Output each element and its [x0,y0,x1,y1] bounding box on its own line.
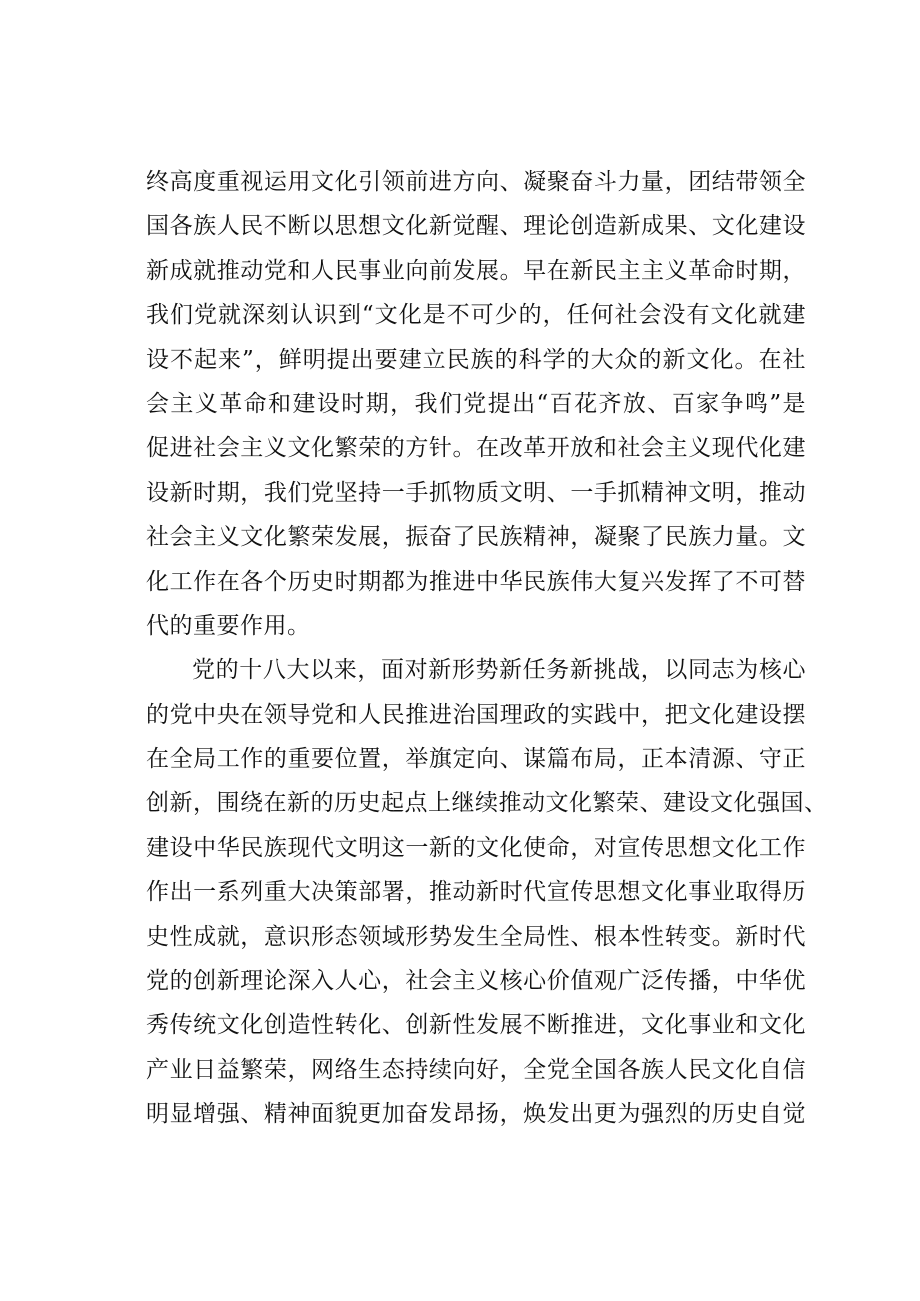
text-line: 作出一系列重大决策部署，推动新时代宣传思想文化事业取得历 [146,879,806,906]
text-line: 国各族人民不断以思想文化新觉醒、理论创造新成果、文化建设 [146,213,806,240]
text-line: 产业日益繁荣，网络生态持续向好，全党全国各族人民文化自信 [146,1056,806,1083]
text-line: 会主义革命和建设时期，我们党提出“百花齐放、百家争鸣”是 [146,390,806,417]
text-line: 终高度重视运用文化引领前进方向、凝聚奋斗力量，团结带领全 [146,169,806,195]
text-line: 创新，围绕在新的历史起点上继续推动文化繁荣、建设文化强国、 [146,790,828,817]
text-line: 党的十八大以来，面对新形势新任务新挑战，以同志为核心 [192,657,806,684]
text-line: 党的创新理论深入人心，社会主义核心价值观广泛传播，中华优 [146,968,806,995]
text-line: 代的重要作用。 [146,612,311,639]
paragraph-1 [146,160,806,648]
text-line: 化工作在各个历史时期都为推进中华民族伟大复兴发挥了不可替 [146,568,806,595]
text-line: 新成就推动党和人民事业向前发展。早在新民主主义革命时期， [146,257,806,284]
text-line: 我们党就深刻认识到“文化是不可少的，任何社会没有文化就建 [146,302,806,329]
document-body [146,160,828,1137]
paragraph-2 [146,648,828,1136]
text-line: 促进社会主义文化繁荣的方针。在改革开放和社会主义现代化建 [146,435,806,462]
text-line: 的党中央在领导党和人民推进治国理政的实践中，把文化建设摆 [146,701,806,728]
text-line: 社会主义文化繁荣发展，振奋了民族精神，凝聚了民族力量。文 [146,524,806,551]
text-line: 设新时期，我们党坚持一手抓物质文明、一手抓精神文明，推动 [146,479,806,506]
text-line: 明显增强、精神面貌更加奋发昂扬，焕发出更为强烈的历史自觉 [146,1101,806,1128]
text-line: 秀传统文化创造性转化、创新性发展不断推进，文化事业和文化 [146,1012,806,1039]
text-line: 建设中华民族现代文明这一新的文化使命，对宣传思想文化工作 [146,834,806,861]
text-line: 史性成就，意识形态领域形势发生全局性、根本性转变。新时代 [146,923,806,950]
text-line: 在全局工作的重要位置，举旗定向、谋篇布局，正本清源、守正 [146,746,806,773]
text-line: 设不起来”，鲜明提出要建立民族的科学的大众的新文化。在社 [146,346,806,373]
